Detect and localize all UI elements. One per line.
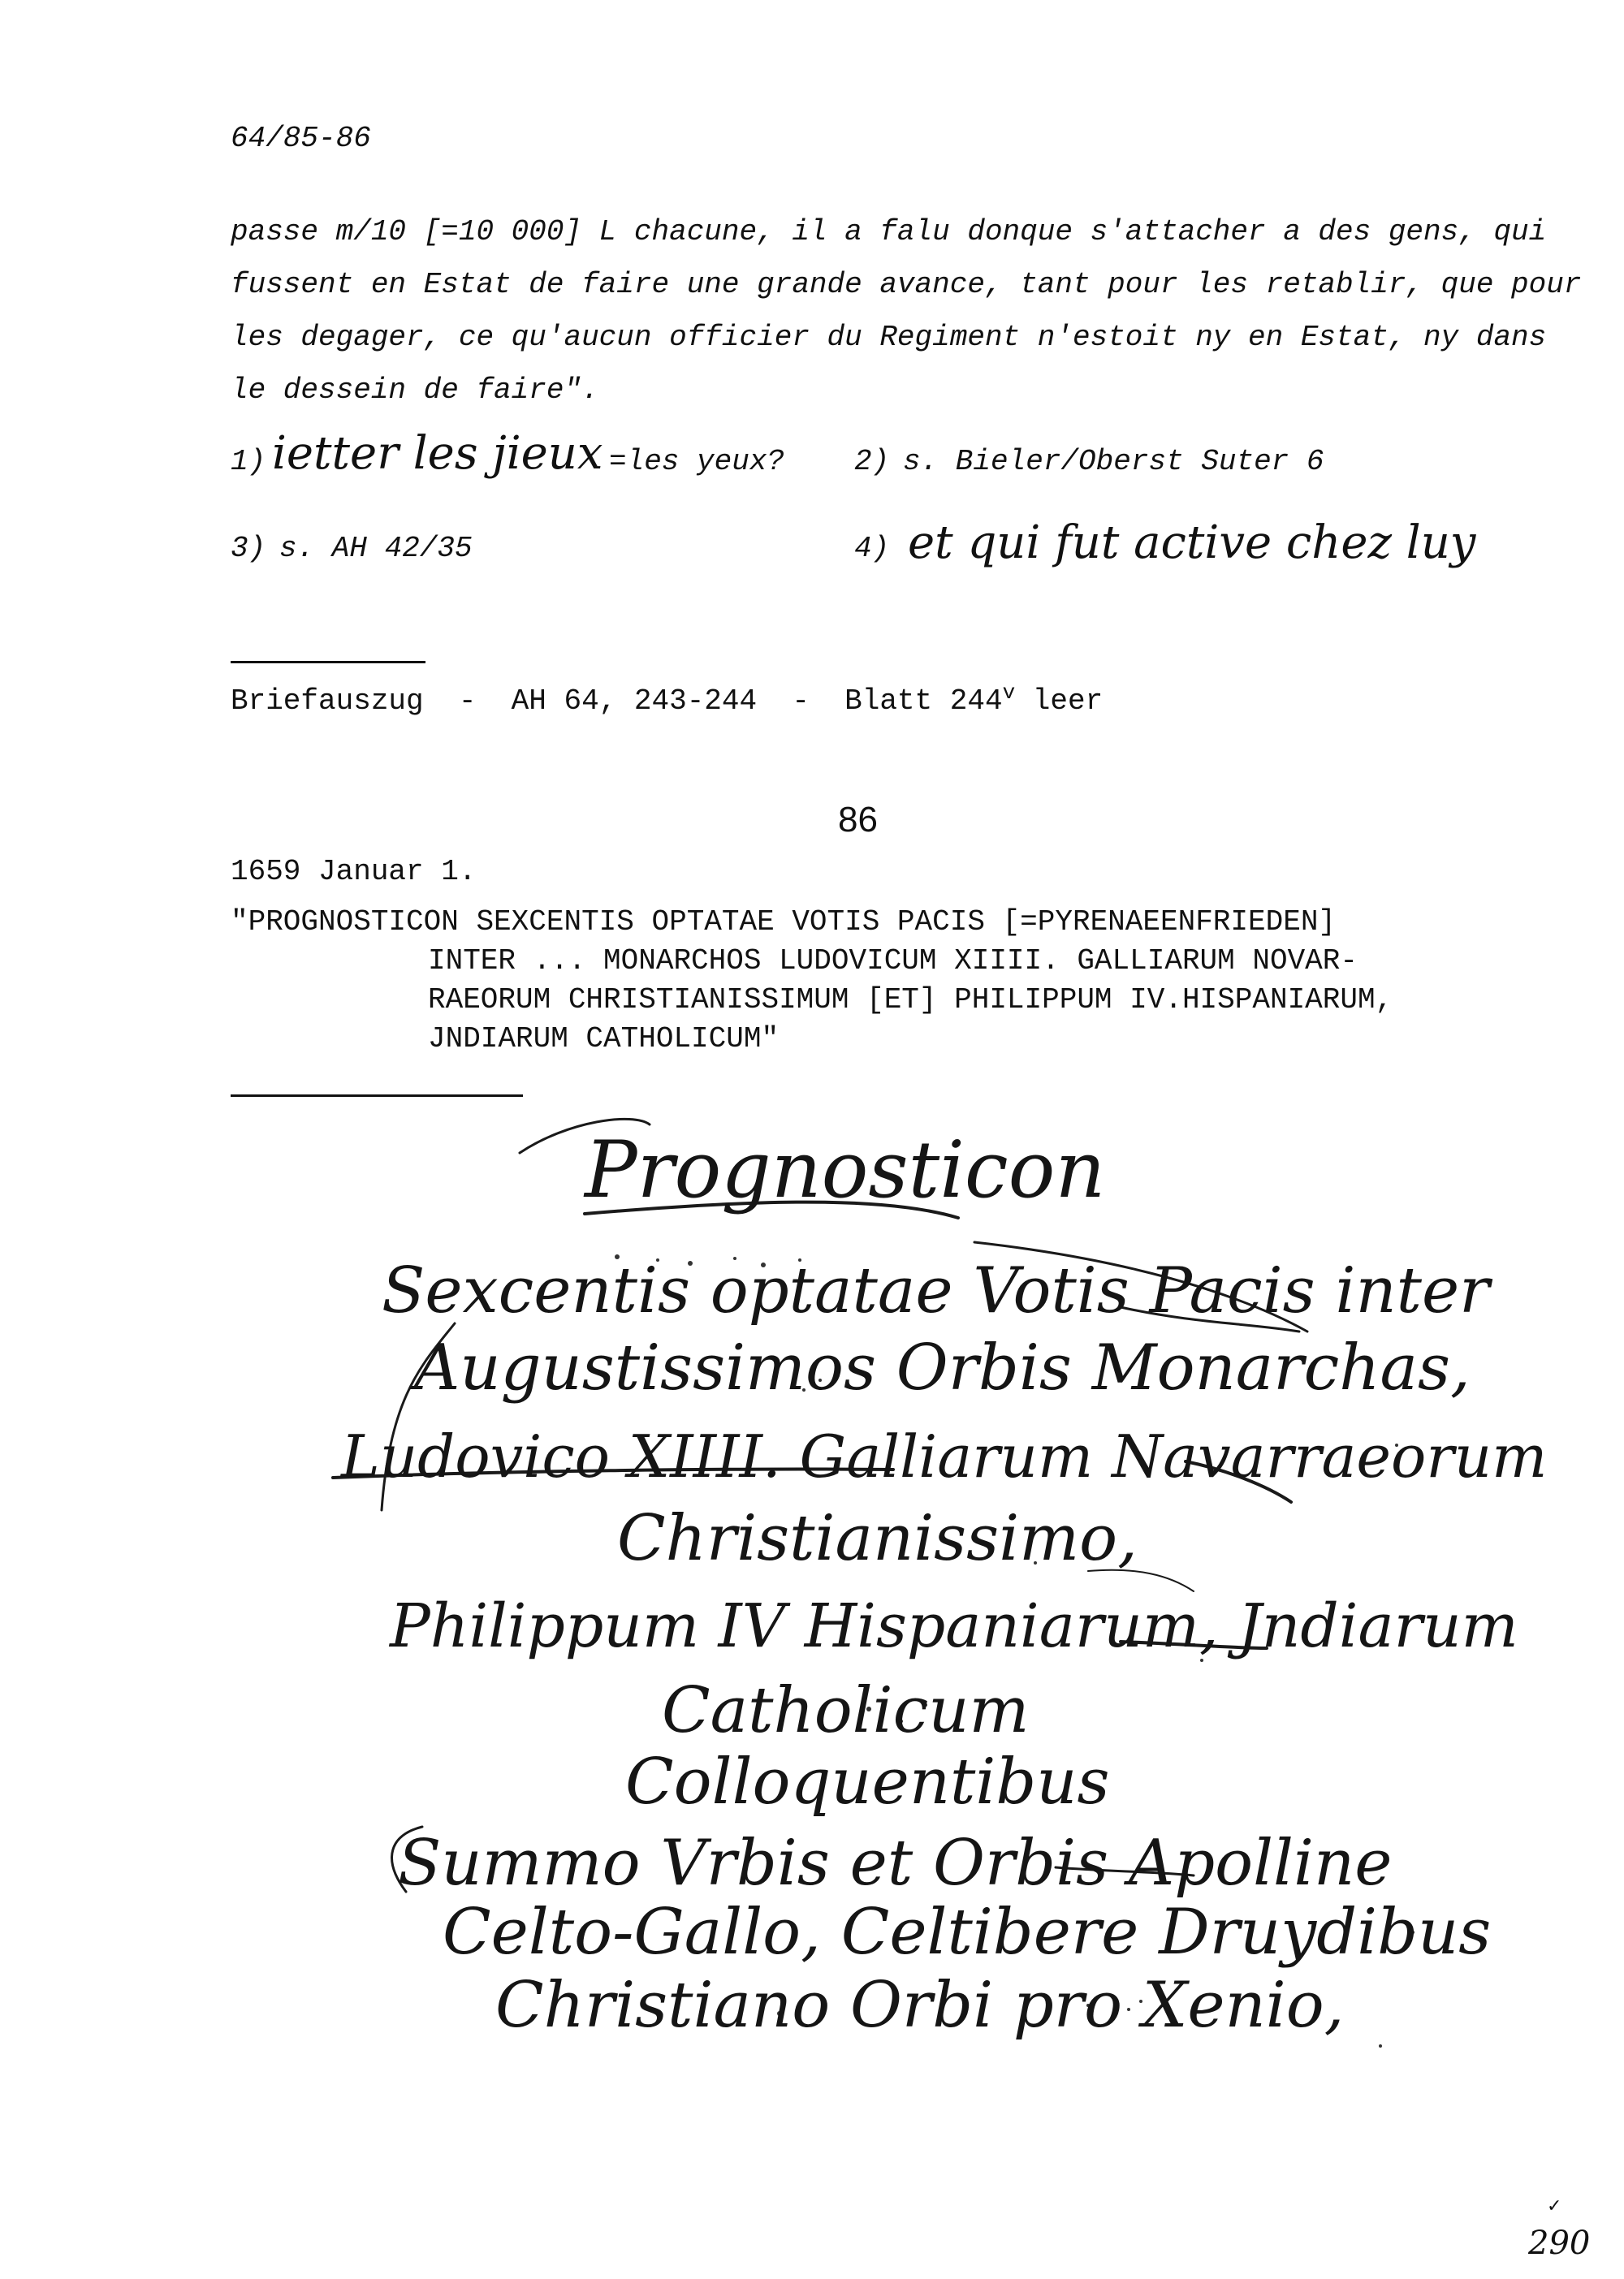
- manuscript-line-10: Celto-Gallo, Celtibere Druydibus: [443, 1896, 1492, 1969]
- entry-date: 1659 Januar 1.: [231, 855, 477, 888]
- folio-check-mark: ✓: [1547, 2196, 1562, 2216]
- footnote-4-label: 4): [854, 532, 890, 565]
- quote-line-4: le dessein de faire".: [231, 373, 599, 407]
- entry-title-line-3: RAEORUM CHRISTIANISSIMUM [ET] PHILIPPUM IV.HISPANIARUM,: [428, 983, 1393, 1016]
- source-line-superscript: v: [1002, 680, 1016, 705]
- manuscript-line-4: Ludovico XIIII. Galliarum Navarraeorum: [341, 1422, 1548, 1491]
- manuscript-line-2: Sexcentis optatae Votis Pacis inter: [382, 1254, 1490, 1327]
- entry-title-line-2: INTER ... MONARCHOS LUDOVICUM XIIII. GALLIARUM NOVAR-: [428, 944, 1358, 978]
- manuscript-line-3: Augustissimos Orbis Monarchas,: [414, 1332, 1471, 1405]
- manuscript-line-8: Colloquentibus: [625, 1746, 1110, 1819]
- manuscript-line-9: Summo Vrbis et Orbis Apolline: [398, 1827, 1393, 1900]
- footnote-1-text: =les yeux?: [609, 445, 785, 478]
- manuscript-line-5: Christianissimo,: [617, 1502, 1138, 1575]
- quote-line-2: fussent en Estat de faire une grande avance, tant pour les retablir, que pour: [231, 268, 1582, 301]
- page-reference: 64/85-86: [231, 122, 371, 155]
- footnote-2-label: 2): [854, 445, 890, 478]
- source-line-text: Briefauszug - AH 64, 243-244 - Blatt 244: [231, 684, 1003, 718]
- footnote-3-label: 3): [231, 532, 266, 565]
- footnote-1-label: 1): [231, 445, 266, 478]
- document-number: 86: [838, 800, 878, 840]
- footnote-1-handwriting: ietter les jieux: [272, 427, 603, 480]
- manuscript-line-1: Prognosticon: [585, 1124, 1106, 1215]
- source-line-suffix: leer: [1015, 684, 1104, 718]
- footnote-3-text: s. AH 42/35: [279, 532, 473, 565]
- footnote-4-handwriting: et qui fut active chez luy: [908, 516, 1476, 569]
- entry-title-line-1: "PROGNOSTICON SEXCENTIS OPTATAE VOTIS PACIS [=PYRENAEENFRIEDEN]: [231, 905, 1337, 939]
- quote-line-3: les degager, ce qu'aucun officier du Regiment n'estoit ny en Estat, ny dans: [231, 321, 1547, 354]
- footnote-2-text: s. Bieler/Oberst Suter 6: [903, 445, 1324, 478]
- entry-title-line-4: JNDIARUM CATHOLICUM": [428, 1022, 780, 1055]
- quote-line-1: passe m/10 [=10 000] L chacune, il a falu donque s'attacher a des gens, qui: [231, 215, 1547, 248]
- folio-number: 290: [1528, 2225, 1591, 2262]
- manuscript-line-6: Philippum IV Hispaniarum, Jndiarum: [390, 1591, 1518, 1661]
- manuscript-line-7: Catholicum: [662, 1674, 1030, 1747]
- manuscript-line-11: Christiano Orbi pro Xenio,: [495, 1969, 1345, 2042]
